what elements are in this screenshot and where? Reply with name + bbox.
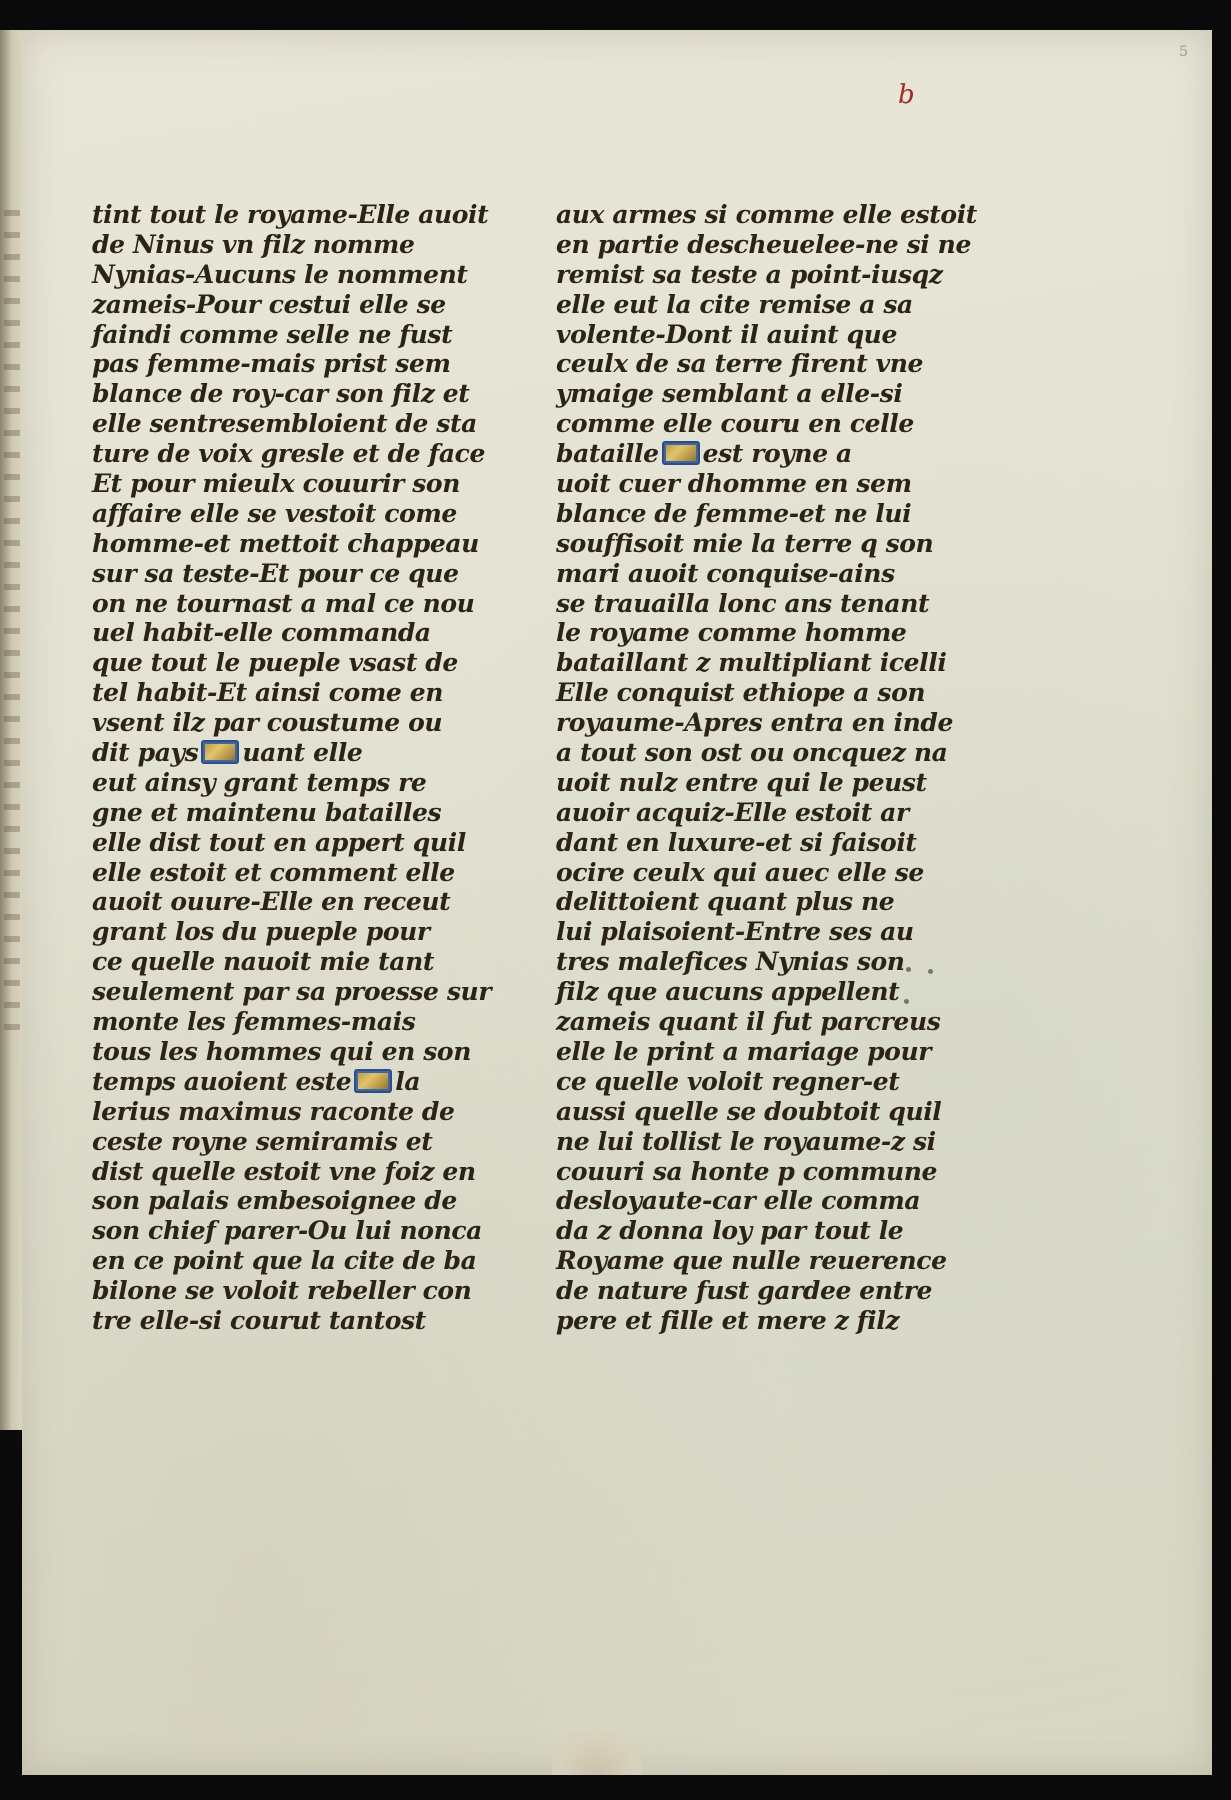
text-line — [92, 738, 472, 768]
line-text: a tout son ost ou oncquez na — [556, 738, 948, 768]
line-text: monte les femmes-mais — [92, 1007, 416, 1037]
line-text: uel habit-elle commanda — [92, 618, 431, 648]
line-text: temps auoient este — [92, 1066, 352, 1096]
text-line — [92, 1007, 472, 1037]
text-line — [92, 559, 472, 589]
text-line — [556, 320, 956, 350]
line-text: blance de roy-car son filz et — [92, 379, 470, 409]
text-line — [556, 200, 977, 230]
line-text: Nynias-Aucuns le nomment — [92, 259, 468, 289]
text-line — [556, 469, 956, 499]
line-text: homme-et mettoit chappeau — [92, 528, 479, 558]
line-text: lerius maximus raconte de — [92, 1096, 455, 1126]
decorated-initial — [662, 441, 700, 465]
text-line — [556, 1157, 956, 1187]
line-text: auoir acquiz-Elle estoit ar — [556, 797, 909, 827]
line-text: pas femme-mais prist sem — [92, 349, 451, 379]
line-text: bilone se voloit rebeller con — [92, 1276, 472, 1306]
line-text: on ne tournast a mal ce nou — [92, 588, 475, 618]
parchment-repair — [552, 1730, 642, 1775]
text-line — [92, 200, 489, 230]
line-text: grant los du pueple pour — [92, 917, 430, 947]
text-line — [92, 349, 472, 379]
text-line — [92, 648, 472, 678]
text-line — [556, 858, 956, 888]
text-line — [556, 1246, 956, 1276]
line-text: tel habit-Et ainsi come en — [92, 678, 444, 708]
previous-folio-text-edge — [4, 210, 20, 1030]
line-text: tres malefices Nynias son — [556, 947, 905, 977]
line-text: volente-Dont il auint que — [556, 319, 897, 349]
line-text: remist sa teste a point-iusqz — [556, 259, 943, 289]
text-line — [556, 648, 956, 678]
line-text: tint tout le royame-Elle auoit — [92, 200, 489, 229]
decorated-initial — [354, 1069, 392, 1093]
text-line — [92, 1276, 472, 1306]
text-line — [556, 1007, 956, 1037]
line-text: comme elle couru en celle — [556, 409, 914, 439]
marginal-dot — [904, 999, 909, 1004]
line-text: faindi comme selle ne fust — [92, 319, 453, 349]
text-line — [92, 260, 472, 290]
text-line — [92, 230, 472, 260]
text-line — [556, 1216, 956, 1246]
line-text: vsent ilz par coustume ou — [92, 708, 443, 738]
text-line — [556, 1306, 956, 1336]
line-text: blance de femme-et ne lui — [556, 498, 912, 528]
line-text: tous les hommes qui en son — [92, 1036, 471, 1066]
text-line — [556, 1037, 956, 1067]
line-text: en ce point que la cite de ba — [92, 1246, 477, 1276]
line-text: elle sentresembloient de sta — [92, 409, 477, 439]
line-text: ceste royne semiramis et — [92, 1126, 433, 1156]
line-text: de nature fust gardee entre — [556, 1276, 932, 1306]
line-text: seulement par sa proesse sur — [92, 977, 492, 1007]
decorated-initial — [201, 740, 239, 764]
line-text: delittoient quant plus ne — [556, 887, 895, 917]
text-line — [92, 947, 472, 977]
text-line — [556, 529, 956, 559]
line-text: zameis-Pour cestui elle se — [92, 289, 446, 319]
text-line — [556, 887, 956, 917]
line-text: son chief parer-Ou lui nonca — [92, 1216, 482, 1246]
text-line — [556, 947, 956, 977]
text-line — [556, 768, 956, 798]
manuscript-folio — [22, 30, 1212, 1775]
text-line — [556, 290, 956, 320]
line-text: couuri sa honte p commune — [556, 1156, 938, 1186]
line-text: sur sa teste-Et pour ce que — [92, 558, 459, 588]
text-line — [556, 1186, 956, 1216]
line-text: filz que aucuns appellent — [556, 977, 900, 1007]
line-text: lui plaisoient-Entre ses au — [556, 917, 914, 947]
quire-signature-mark: b — [898, 80, 915, 110]
line-text: ymaige semblant a elle-si — [556, 379, 903, 409]
line-text: bataille — [556, 439, 659, 469]
text-line — [92, 320, 472, 350]
text-line — [92, 977, 492, 1007]
text-line — [556, 1097, 956, 1127]
line-text: elle dist tout en appert quil — [92, 827, 466, 857]
line-text: uoit cuer dhomme en sem — [556, 469, 912, 499]
line-text: de Ninus vn filz nomme — [92, 229, 415, 259]
text-line — [92, 528, 479, 559]
text-line — [92, 1037, 472, 1067]
text-line — [556, 439, 956, 469]
line-text: mari auoit conquise-ains — [556, 558, 895, 588]
line-text: se trauailla lonc ans tenant — [556, 588, 930, 618]
marginal-dot — [928, 969, 933, 974]
right-text-column — [556, 200, 977, 1336]
text-line — [92, 469, 472, 499]
line-text: dit pays — [92, 738, 199, 768]
line-text: gne et maintenu batailles — [92, 797, 442, 827]
line-text: souffisoit mie la terre q son — [556, 528, 934, 558]
folio-number: 5 — [1179, 44, 1188, 60]
text-line — [92, 1216, 482, 1246]
line-text: ce quelle nauoit mie tant — [92, 947, 435, 977]
text-line — [556, 559, 956, 589]
line-text: son palais embesoignee de — [92, 1186, 457, 1216]
line-text: Elle conquist ethiope a son — [556, 678, 926, 708]
text-line — [92, 1306, 472, 1336]
text-line — [556, 798, 956, 828]
line-text: ceulx de sa terre firent vne — [556, 349, 924, 379]
line-text: elle le print a mariage pour — [556, 1036, 932, 1066]
line-text: dist quelle estoit vne foiz en — [92, 1156, 476, 1186]
line-text: aux armes si comme elle estoit — [556, 200, 977, 229]
text-line — [556, 738, 956, 768]
line-text: ce quelle voloit regner-et — [556, 1066, 900, 1096]
line-text-after-initial: la — [395, 1066, 421, 1096]
text-line — [556, 917, 956, 947]
text-line — [92, 1246, 477, 1276]
line-text: Royame que nulle reuerence — [556, 1246, 947, 1276]
text-line — [92, 379, 472, 409]
text-line — [92, 828, 472, 858]
text-line — [92, 1067, 472, 1097]
text-line — [556, 379, 956, 409]
text-line — [92, 290, 472, 320]
line-text-after-initial: uant elle — [242, 738, 363, 768]
line-text: bataillant z multipliant icelli — [556, 648, 947, 678]
line-text: tre elle-si courut tantost — [92, 1305, 426, 1335]
text-line — [556, 260, 956, 290]
line-text: ture de voix gresle et de face — [92, 439, 485, 469]
text-line — [556, 977, 956, 1007]
line-text: le royame comme homme — [556, 618, 907, 648]
text-line — [92, 409, 477, 439]
line-text: zameis quant il fut parcreus — [556, 1007, 941, 1037]
marginal-dots — [902, 965, 972, 1045]
text-line — [556, 499, 956, 529]
marginal-dot — [906, 967, 911, 972]
text-line — [92, 1186, 472, 1216]
line-text: que tout le pueple vsast de — [92, 648, 458, 678]
text-line — [556, 409, 956, 439]
text-line — [92, 678, 472, 708]
text-line — [556, 618, 956, 648]
line-text: Et pour mieulx couurir son — [92, 469, 460, 499]
line-text: ne lui tollist le royaume-z si — [556, 1126, 936, 1156]
text-line — [556, 1276, 956, 1306]
text-line — [556, 229, 971, 260]
text-line — [556, 1127, 956, 1157]
line-text: eut ainsy grant temps re — [92, 767, 427, 797]
line-text: aussi quelle se doubtoit quil — [556, 1096, 942, 1126]
text-line — [92, 618, 472, 648]
line-text: desloyaute-car elle comma — [556, 1186, 921, 1216]
line-text: da z donna loy par tout le — [556, 1216, 904, 1246]
line-text: dant en luxure-et si faisoit — [556, 827, 917, 857]
text-line — [556, 1067, 956, 1097]
text-line — [92, 1156, 476, 1187]
line-text: elle eut la cite remise a sa — [556, 289, 913, 319]
line-text: elle estoit et comment elle — [92, 857, 455, 887]
text-line — [92, 499, 472, 529]
text-line — [556, 828, 956, 858]
text-line — [92, 798, 472, 828]
previous-folio-edge — [0, 30, 23, 1430]
text-line — [92, 588, 475, 619]
line-text: auoit ouure-Elle en receut — [92, 887, 451, 917]
text-line — [92, 768, 472, 798]
text-line — [92, 858, 472, 888]
line-text: royaume-Apres entra en inde — [556, 708, 953, 738]
line-text: uoit nulz entre qui le peust — [556, 767, 927, 797]
text-line — [92, 439, 485, 469]
text-line — [92, 1127, 472, 1157]
text-line — [556, 678, 956, 708]
text-line — [556, 708, 956, 738]
left-text-column — [92, 200, 492, 1336]
line-text-after-initial: est royne a — [702, 439, 852, 469]
line-text: ocire ceulx qui auec elle se — [556, 857, 924, 887]
line-text: en partie descheuelee-ne si ne — [556, 229, 971, 259]
text-line — [92, 917, 472, 947]
line-text: affaire elle se vestoit come — [92, 498, 457, 528]
text-line — [556, 589, 956, 619]
text-line — [92, 708, 472, 738]
text-line — [92, 887, 472, 917]
line-text: pere et fille et mere z filz — [556, 1305, 900, 1335]
text-line — [556, 349, 956, 379]
text-line — [92, 1097, 472, 1127]
